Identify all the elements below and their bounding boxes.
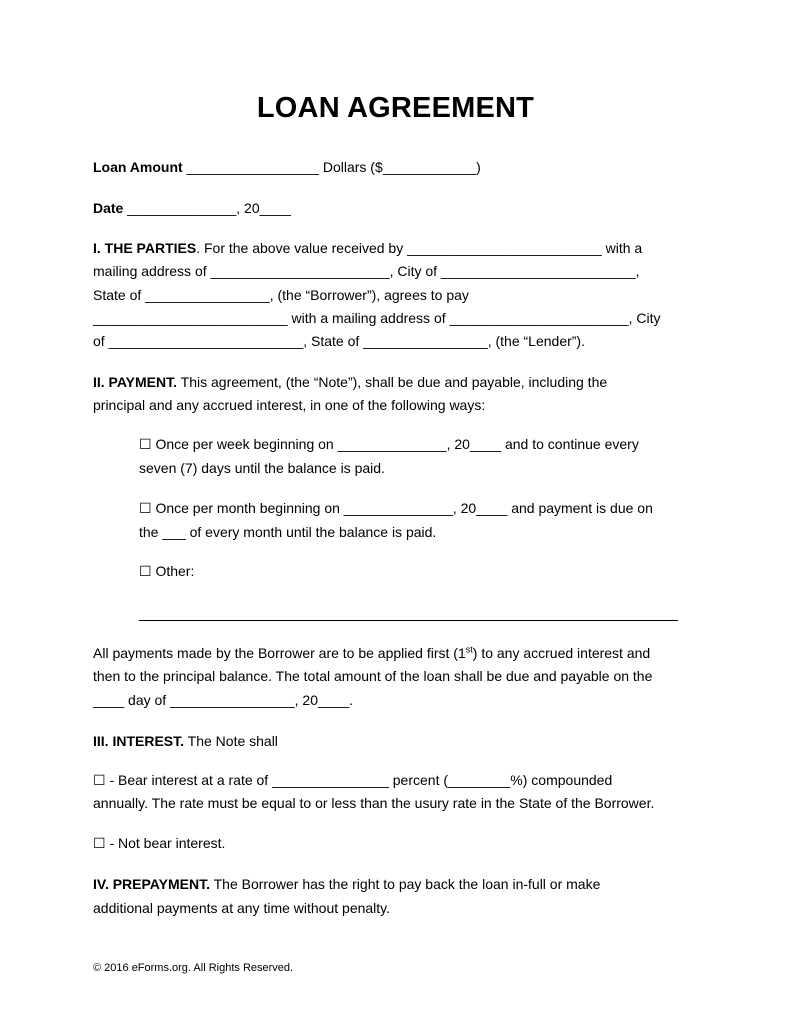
- not-bear-interest-text: - Not bear interest.: [105, 835, 226, 851]
- bear-interest-line-1: [93, 769, 708, 793]
- weekly-option-line-2: seven (7) days until the balance is paid.: [139, 460, 385, 476]
- other-checkbox[interactable]: ☐: [139, 563, 152, 579]
- interest-heading: III. INTEREST.: [93, 733, 185, 749]
- monthly-option-line-2: the ___ of every month until the balance is paid.: [139, 524, 437, 540]
- parties-line-5: of _________________________, State of ________________, (the “Lender”).: [93, 333, 585, 349]
- prepayment-heading: IV. PREPAYMENT.: [93, 876, 210, 892]
- weekly-option-text: Once per week beginning on ______________, 20____ and to continue every: [151, 436, 639, 452]
- other-fill-line[interactable]: [139, 620, 678, 621]
- not-bear-interest-line: [93, 832, 708, 856]
- copyright-footer: © 2016 eForms.org. All Rights Reserved.: [93, 962, 294, 974]
- other-option-text: Other:: [151, 563, 195, 579]
- payment-line-1: [93, 371, 708, 395]
- interest-line: [93, 730, 708, 754]
- document-title: LOAN AGREEMENT: [256, 92, 535, 124]
- monthly-option-text: Once per month beginning on ______________, 20____ and payment is due on: [151, 500, 653, 516]
- prepayment-line-2: additional payments at any time without penalty.: [93, 900, 391, 916]
- bear-interest-text: - Bear interest at a rate of _______________ percent (________%) compounded: [105, 772, 613, 788]
- bear-interest-line-2: annually. The rate must be equal to or less than the usury rate in the State of the Borrower.: [93, 795, 655, 811]
- applied-text-1a: All payments made by the Borrower are to be applied first (1: [93, 645, 466, 661]
- date-line: [93, 197, 708, 221]
- prepayment-line-1: [93, 873, 708, 897]
- loan-amount-line: [93, 156, 708, 180]
- applied-line-3: ____ day of ________________, 20____.: [93, 692, 354, 708]
- payment-text-1: This agreement, (the “Note”), shall be due and payable, including the: [177, 374, 608, 390]
- weekly-option-line-1: [139, 433, 699, 457]
- payment-line-2: principal and any accrued interest, in one of the following ways:: [93, 397, 486, 413]
- bear-interest-checkbox[interactable]: ☐: [93, 772, 106, 788]
- loan-amount-label: Loan Amount: [93, 159, 183, 175]
- applied-line-2: then to the principal balance. The total amount of the loan shall be due and payable on the: [93, 668, 653, 684]
- parties-line-4: _________________________ with a mailing address of _______________________, City: [93, 310, 661, 326]
- date-blanks: ______________, 20____: [123, 200, 291, 216]
- parties-line-1: [93, 237, 708, 261]
- loan-amount-blanks: _________________ Dollars ($____________): [182, 159, 481, 175]
- interest-intro: The Note shall: [184, 733, 278, 749]
- monthly-option-line-1: [139, 497, 699, 521]
- ordinal-superscript: st: [465, 644, 473, 655]
- payment-heading: II. PAYMENT.: [93, 374, 178, 390]
- applied-text-1b: ) to any accrued interest and: [472, 645, 651, 661]
- parties-line-2: mailing address of _______________________, City of _________________________,: [93, 263, 640, 279]
- applied-line-1: [93, 642, 708, 666]
- monthly-checkbox[interactable]: ☐: [139, 500, 152, 516]
- parties-line-3: State of ________________, (the “Borrower”), agrees to pay: [93, 287, 469, 303]
- parties-heading: I. THE PARTIES: [93, 240, 197, 256]
- weekly-checkbox[interactable]: ☐: [139, 436, 152, 452]
- other-option-line: [139, 560, 699, 584]
- date-label: Date: [93, 200, 124, 216]
- prepayment-text-1: The Borrower has the right to pay back the loan in-full or make: [209, 876, 601, 892]
- parties-text-1: . For the above value received by _________________________ with a: [196, 240, 643, 256]
- not-bear-interest-checkbox[interactable]: ☐: [93, 835, 106, 851]
